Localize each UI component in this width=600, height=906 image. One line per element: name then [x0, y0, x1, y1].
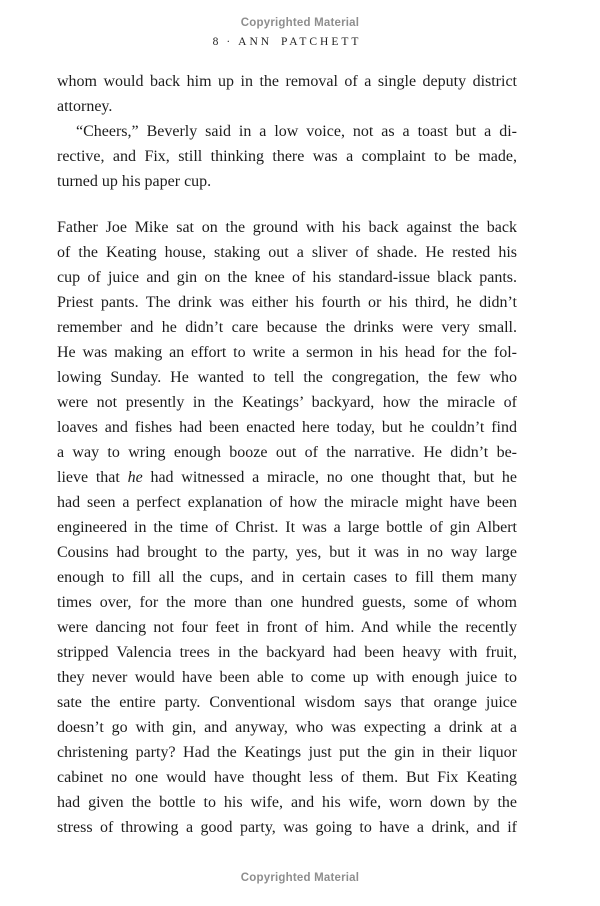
body-text-line: remember and he didn’t care because the drinks were very small.	[57, 319, 517, 336]
body-text-line: doesn’t go with gin, and anyway, who was expecting a drink at a	[57, 719, 517, 736]
body-text-line: had seen a perfect explanation of how the miracle might have been	[57, 494, 517, 511]
italic-word: he	[127, 469, 143, 486]
body-text-line: He was making an effort to write a sermon in his head for the fol-	[57, 344, 517, 361]
author-name: ANN PATCHETT	[238, 36, 362, 48]
paragraph-section	[57, 215, 517, 840]
body-text-line: Priest pants. The drink was either his fourth or his third, he didn’t	[57, 294, 517, 311]
body-text-line: whom would back him up in the removal of a single deputy district	[57, 73, 517, 90]
copyright-notice-bottom: Copyrighted Material	[240, 872, 360, 884]
body-text-line: Cousins had brought to the party, yes, but it was in no way large	[57, 544, 517, 561]
body-text-line: were not presently in the Keatings’ backyard, how the miracle of	[57, 394, 517, 411]
body-text-line: “Cheers,” Beverly said in a low voice, not as a toast but a di-	[76, 123, 517, 140]
body-text-line: stripped Valencia trees in the backyard had been heavy with fruit,	[57, 644, 517, 661]
running-head	[57, 36, 517, 48]
body-text-line: rective, and Fix, still thinking there was a complaint to be made,	[57, 148, 517, 165]
body-text-line: times over, for the more than one hundred guests, some of whom	[57, 594, 517, 611]
text-segment: had witnessed a miracle, no one thought that, but he	[142, 469, 517, 486]
body-text	[57, 69, 517, 840]
body-text-line: lowing Sunday. He wanted to tell the congregation, the few who	[57, 369, 517, 386]
body-text-line: loaves and fishes had been enacted here today, but he couldn’t find	[57, 419, 517, 436]
body-text-line: were dancing not four feet in front of him. And while the recently	[57, 619, 517, 636]
body-text-line: attorney.	[57, 98, 113, 115]
text-segment: lieve that	[57, 469, 128, 486]
copyright-notice-top: Copyrighted Material	[240, 17, 360, 29]
body-text-line: turned up his paper cup.	[57, 173, 212, 190]
body-text-line: a way to wring enough booze out of the narrative. He didn’t be-	[57, 444, 517, 461]
body-text-line: stress of throwing a good party, was going to have a drink, and if	[57, 819, 517, 836]
body-text-line: of the Keating house, staking out a sliver of shade. He rested his	[57, 244, 517, 261]
body-text-line: they never would have been able to come up with enough juice to	[57, 669, 517, 686]
running-head-separator: ·	[226, 36, 234, 48]
body-text-line: enough to fill all the cups, and in certain cases to fill them many	[57, 569, 517, 586]
body-text-line: cabinet no one would have thought less of them. But Fix Keating	[57, 769, 517, 786]
body-text-line: Father Joe Mike sat on the ground with his back against the back	[57, 219, 517, 236]
page-number: 8	[212, 36, 222, 48]
body-text-line: sate the entire party. Conventional wisdom says that orange juice	[57, 694, 517, 711]
paragraph-continuation	[57, 69, 517, 119]
body-text-line: cup of juice and gin on the knee of his standard-issue black pants.	[57, 269, 517, 286]
paragraph-dialogue	[57, 119, 517, 194]
body-text-line: had given the bottle to his wife, and his wife, worn down by the	[57, 794, 517, 811]
body-text-line: christening party? Had the Keatings just put the gin in their liquor	[57, 744, 517, 761]
body-text-line: engineered in the time of Christ. It was a large bottle of gin Albert	[57, 519, 517, 536]
body-text-line	[57, 465, 517, 490]
